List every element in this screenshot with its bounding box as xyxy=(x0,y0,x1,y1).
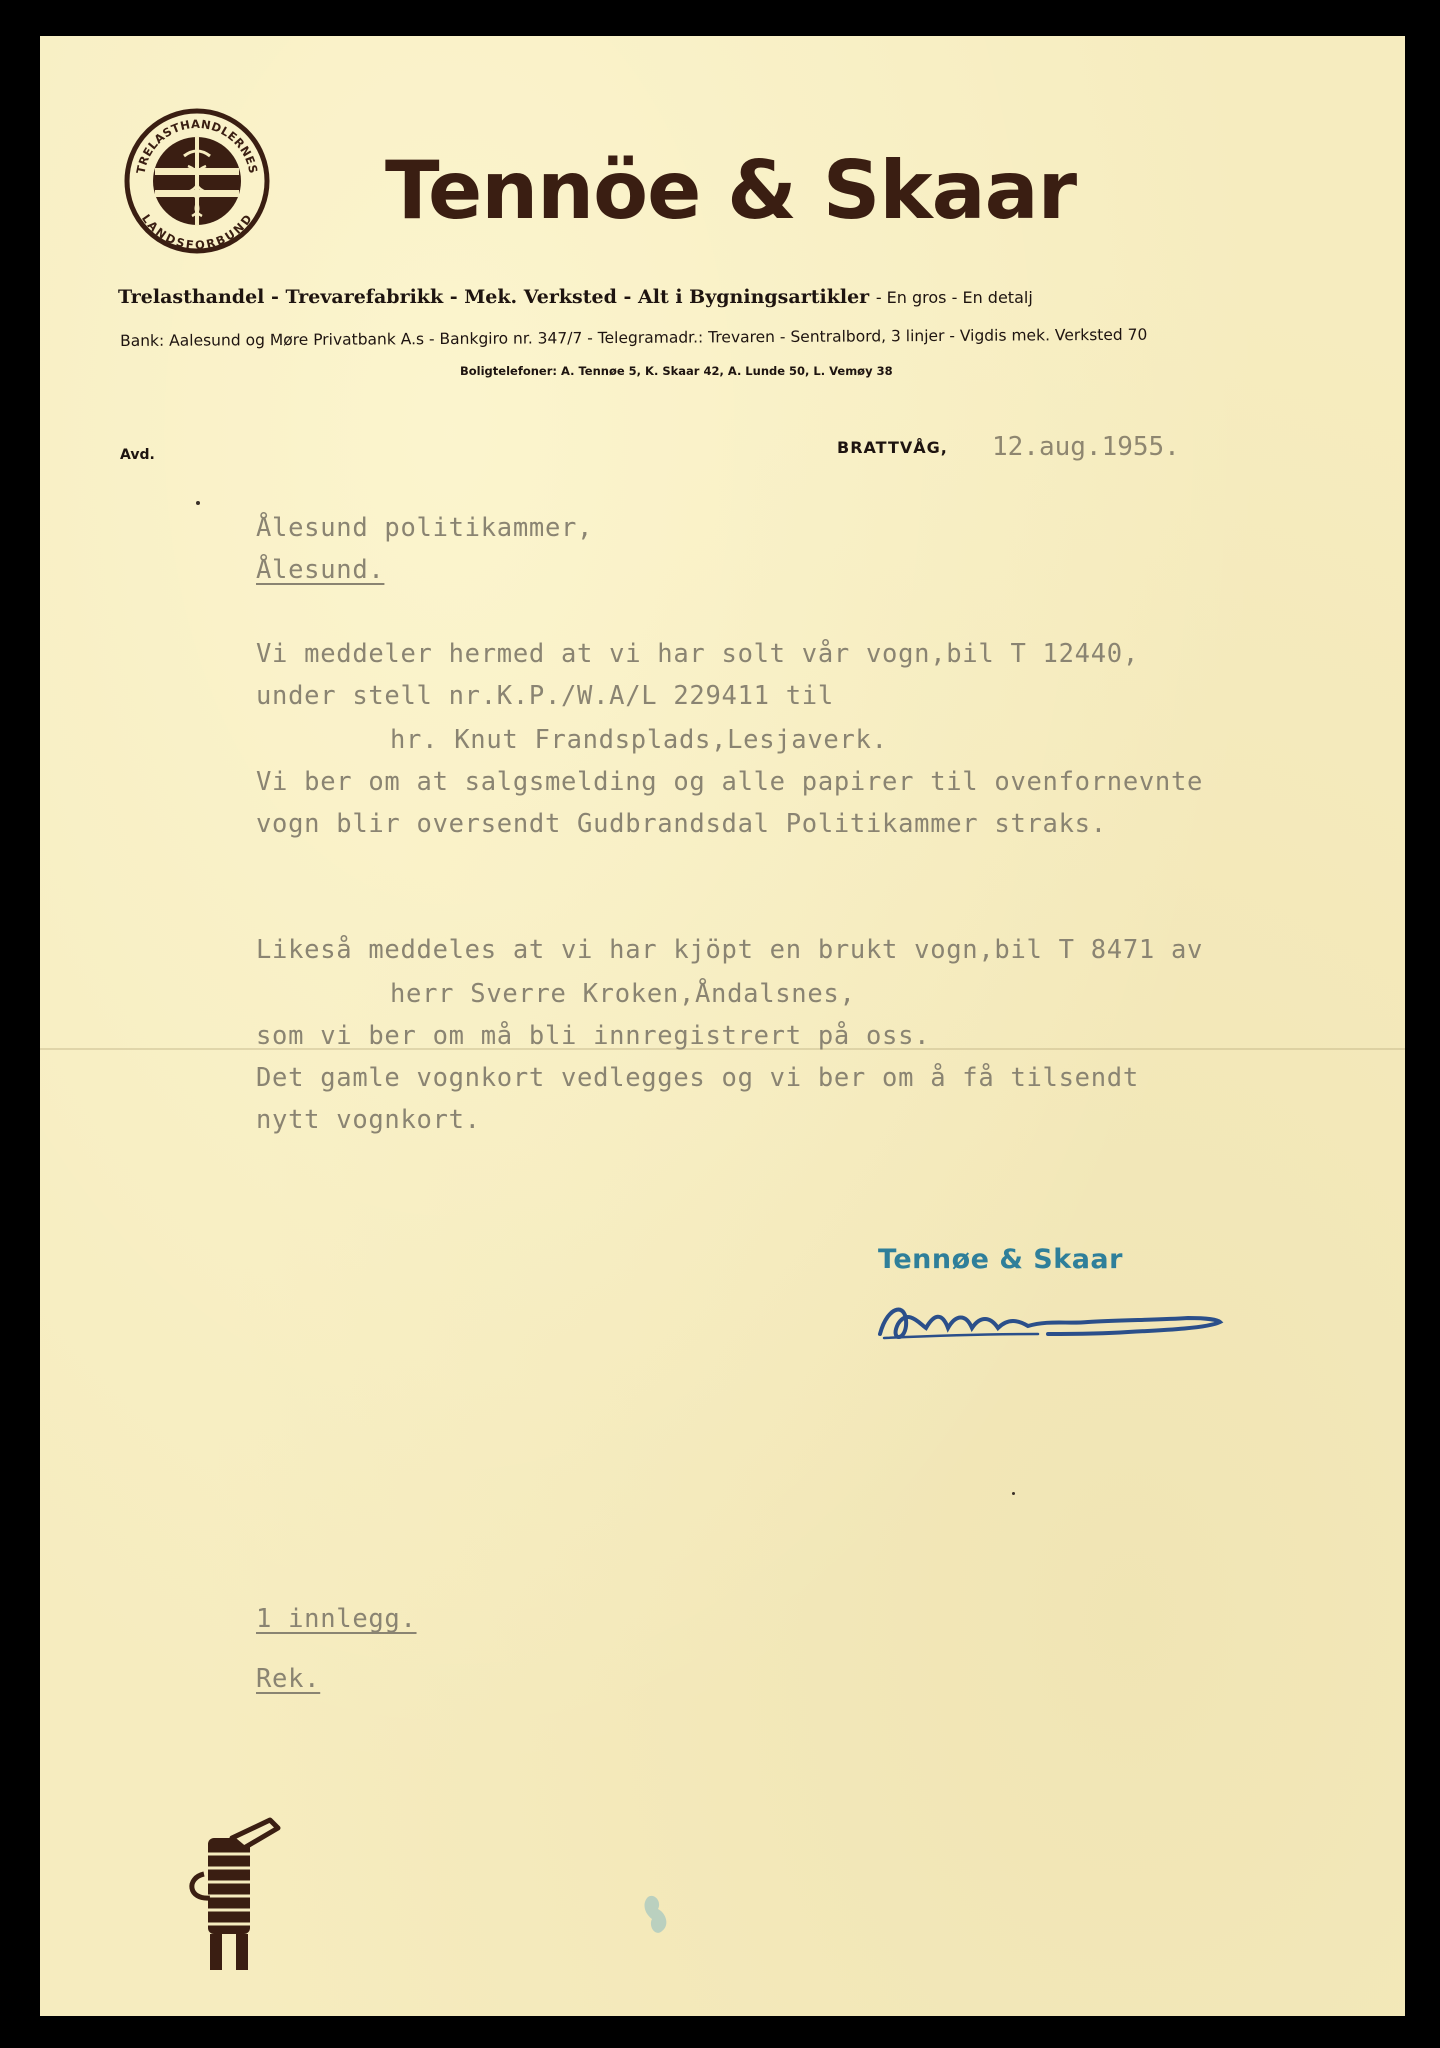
seal-bottom-text: LANDSFORBUND xyxy=(138,211,255,253)
home-phones: Boligtelefoner: A. Tennøe 5, K. Skaar 42, A. Lunde 50, L. Vemøy 38 xyxy=(460,364,893,378)
bank-details: Bank: Aalesund og Møre Privatbank A.s - Bankgiro nr. 347/7 - Telegramadr.: Trevaren - Sentralbord, 3 linjer - Vigdis mek. Verksted 70 xyxy=(120,325,1148,350)
department-label: Avd. xyxy=(120,447,155,463)
ink-speck xyxy=(1012,1492,1015,1495)
body-line: under stell nr.K.P./W.A/L 229411 til xyxy=(256,681,834,711)
body-line: vogn blir oversendt Gudbrandsdal Politikammer straks. xyxy=(256,809,1107,839)
tagline-main: Trelasthandel - Trevarefabrikk - Mek. Verksted - Alt i Bygningsartikler xyxy=(118,286,870,308)
recipient-city: Ålesund. xyxy=(256,555,385,585)
place-label: BRATTVÅG, xyxy=(837,438,948,457)
body-line: nytt vognkort. xyxy=(256,1105,481,1135)
enclosure-note: 1 innlegg. xyxy=(256,1604,417,1634)
body-line: herr Sverre Kroken,Åndalsnes, xyxy=(390,979,856,1009)
letter-date: 12.aug.1955. xyxy=(992,432,1180,462)
handwritten-signature xyxy=(868,1284,1248,1354)
body-line: hr. Knut Frandsplads,Lesjaverk. xyxy=(390,725,888,755)
company-name: Tennöe & Skaar xyxy=(385,144,1077,237)
registered-note: Rek. xyxy=(256,1664,321,1694)
business-tagline xyxy=(118,286,1033,308)
tagline-tail: - En gros - En detalj xyxy=(875,288,1033,307)
body-line: Vi ber om at salgsmelding og alle papirer til ovenfornevnte xyxy=(256,767,1204,797)
body-line: Vi meddeler hermed at vi har solt vår vogn,bil T 12440, xyxy=(256,639,1139,669)
ink-speck xyxy=(196,501,200,505)
body-line: som vi ber om må bli innregistrert på oss. xyxy=(256,1021,931,1051)
lumber-mascot-icon xyxy=(180,1816,290,1971)
recipient-line: Ålesund politikammer, xyxy=(256,513,594,543)
company-stamp: Tennøe & Skaar xyxy=(878,1244,1123,1275)
ink-blot xyxy=(640,1891,680,1941)
body-line: Likeså meddeles at vi har kjöpt en brukt vogn,bil T 8471 av xyxy=(256,935,1204,965)
body-line: Det gamle vognkort vedlegges og vi ber om å få tilsendt xyxy=(256,1063,1139,1093)
landsforbund-seal-logo xyxy=(122,106,272,256)
letter-page xyxy=(40,36,1405,2016)
seal-top-text: TRELASTHANDLERNES xyxy=(133,116,261,175)
